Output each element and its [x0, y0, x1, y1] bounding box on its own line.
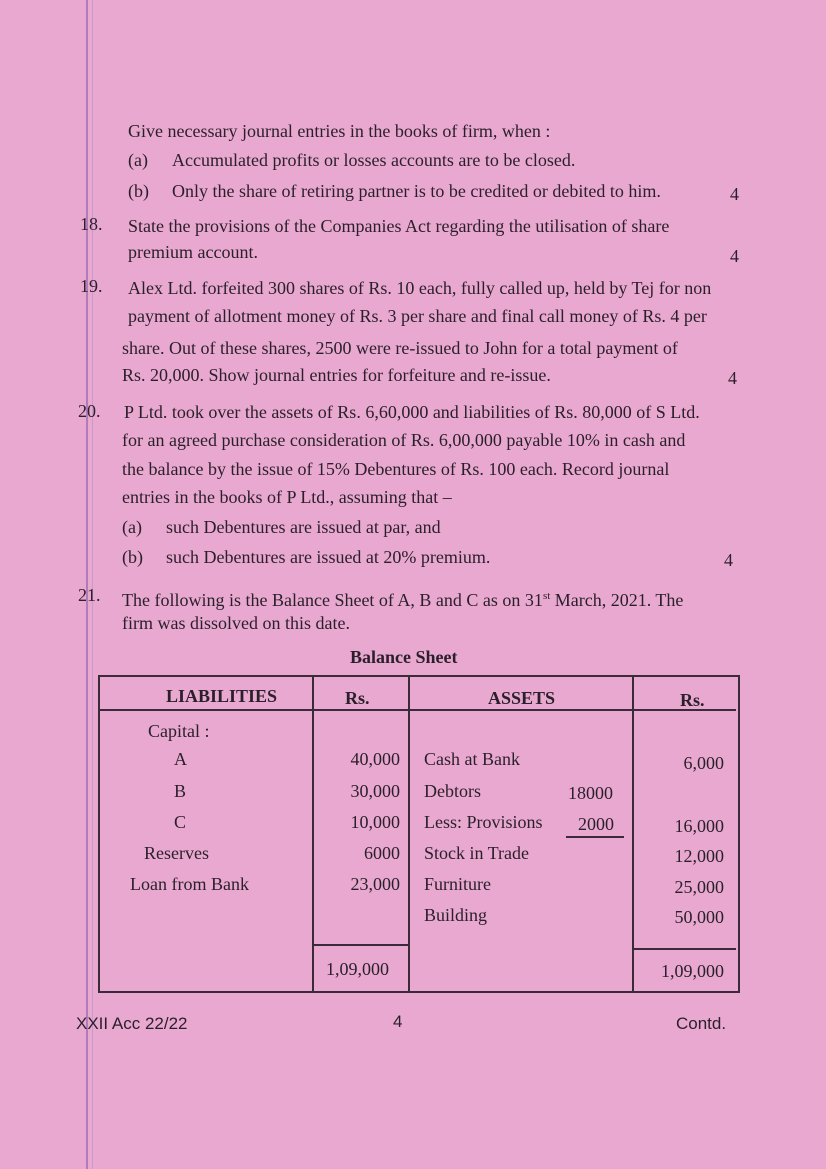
header-assets: ASSETS — [488, 688, 556, 708]
provision-underline — [566, 836, 624, 838]
col-divider-3 — [632, 675, 634, 991]
balance-sheet-title: Balance Sheet — [350, 647, 458, 667]
q20-b-text: such Debentures are issued at 20% premium. — [166, 547, 491, 567]
q20-marks: 4 — [724, 550, 733, 570]
asset-provisions: Less: Provisions — [424, 812, 543, 832]
liab-capital: Capital : — [148, 721, 210, 741]
liab-c-value: 10,000 — [350, 812, 400, 832]
q21-line2: firm was dissolved on this date. — [122, 613, 350, 633]
asset-cash-value: 6,000 — [683, 753, 724, 773]
q19-line1: Alex Ltd. forfeited 300 shares of Rs. 10 each, fully called up, held by Tej for non — [128, 278, 712, 298]
asset-stock: Stock in Trade — [424, 843, 530, 863]
q20-line1: P Ltd. took over the assets of Rs. 6,60,000 and liabilities of Rs. 80,000 of S Ltd. — [124, 402, 700, 422]
col-divider-2 — [408, 675, 410, 991]
q19-marks: 4 — [728, 368, 737, 388]
header-rs-2: Rs. — [680, 690, 705, 710]
liab-reserves: Reserves — [144, 843, 209, 863]
intro-b-text: Only the share of retiring partner is to be credited or debited to him. — [172, 181, 661, 201]
asset-debtors-net: 16,000 — [674, 816, 724, 836]
q18-number: 18. — [80, 214, 103, 234]
q19-number: 19. — [80, 276, 103, 296]
footer-code: XXII Acc 22/22 — [76, 1014, 188, 1033]
q21-number: 21. — [78, 585, 101, 605]
liab-loan: Loan from Bank — [130, 874, 249, 894]
asset-building: Building — [424, 905, 488, 925]
q19-line4: Rs. 20,000. Show journal entries for forfeiture and re-issue. — [122, 365, 551, 385]
liab-b-value: 30,000 — [350, 781, 400, 801]
q19-line3: share. Out of these shares, 2500 were re-issued to John for a total payment of — [122, 338, 678, 358]
footer-page: 4 — [393, 1012, 403, 1031]
asset-furniture: Furniture — [424, 874, 491, 894]
asset-cash: Cash at Bank — [424, 749, 520, 769]
asset-provisions-amount: 2000 — [578, 814, 614, 834]
q20-b-label: (b) — [122, 547, 143, 567]
q20-a-label: (a) — [122, 517, 142, 537]
asset-debtors: Debtors — [424, 781, 481, 801]
q20-line3: the balance by the issue of 15% Debentures of Rs. 100 each. Record journal — [122, 459, 670, 479]
asset-building-value: 50,000 — [674, 907, 724, 927]
intro-a-text: Accumulated profits or losses accounts are to be closed. — [172, 150, 576, 170]
intro-a-label: (a) — [128, 150, 148, 170]
asset-furniture-value: 25,000 — [674, 877, 724, 897]
q20-line2: for an agreed purchase consideration of Rs. 6,00,000 payable 10% in cash and — [122, 430, 686, 450]
q18-line1: State the provisions of the Companies Act regarding the utilisation of share — [128, 216, 670, 236]
asset-stock-value: 12,000 — [674, 846, 724, 866]
liab-a-value: 40,000 — [350, 749, 400, 769]
asset-total: 1,09,000 — [661, 961, 724, 981]
q18-marks: 4 — [730, 246, 739, 266]
q21-line1: The following is the Balance Sheet of A, B and C as on 31st March, 2021. The — [122, 590, 684, 610]
header-rs-1: Rs. — [345, 688, 370, 708]
intro-b-label: (b) — [128, 181, 149, 201]
asset-debtors-amount: 18000 — [568, 783, 613, 803]
q20-number: 20. — [78, 401, 101, 421]
liab-total-rule — [312, 944, 408, 946]
liab-a: A — [174, 749, 187, 769]
q19-line2: payment of allotment money of Rs. 3 per share and final call money of Rs. 4 per — [128, 306, 707, 326]
footer-contd: Contd. — [676, 1014, 727, 1033]
q20-line4: entries in the books of P Ltd., assuming that – — [122, 487, 452, 507]
intro-line: Give necessary journal entries in the books of firm, when : — [128, 121, 551, 141]
liab-reserves-value: 6000 — [364, 843, 400, 863]
liab-loan-value: 23,000 — [350, 874, 400, 894]
header-liabilities: LIABILITIES — [166, 686, 278, 706]
liab-c: C — [174, 812, 187, 832]
liab-b: B — [174, 781, 187, 801]
liab-total: 1,09,000 — [326, 959, 389, 979]
q20-a-text: such Debentures are issued at par, and — [166, 517, 441, 537]
asset-total-rule — [632, 948, 736, 950]
intro-marks: 4 — [730, 184, 739, 204]
q18-line2: premium account. — [128, 242, 258, 262]
header-rule — [100, 709, 736, 711]
